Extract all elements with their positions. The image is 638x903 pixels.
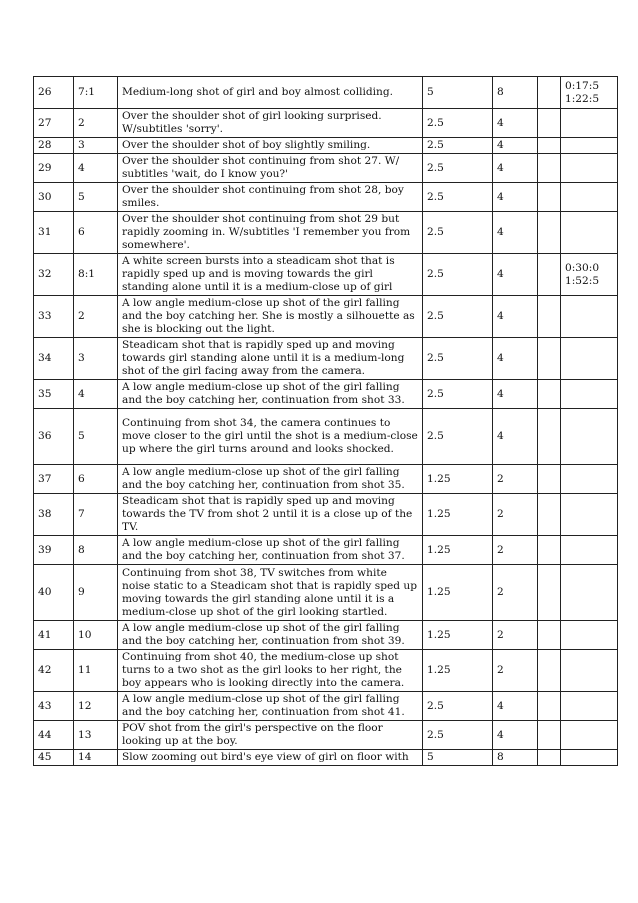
shot-number-cell: 42 [34,650,74,692]
scene-shot-cell: 2 [74,296,118,338]
frame-count-cell: 4 [493,138,538,154]
blank-cell [538,183,561,212]
shot-number-cell: 27 [34,109,74,138]
duration-seconds-cell: 2.5 [423,138,493,154]
table-row [34,650,618,692]
duration-seconds-cell: 1.25 [423,465,493,494]
shot-list-table [33,76,618,766]
table-row [34,154,618,183]
blank-cell [538,565,561,621]
shot-description-cell: Steadicam shot that is rapidly sped up and moving towards girl standing alone until it is a medium-long shot of the girl facing away from the camera. [118,338,423,380]
shot-description-cell: Continuing from shot 38, TV switches from white noise static to a Steadicam shot that is rapidly sped up moving towards the girl standing alone until it is a medium-close up shot of the girl looking startled. [118,565,423,621]
shot-number-cell: 28 [34,138,74,154]
shot-description-cell: A low angle medium-close up shot of the girl falling and the boy catching her, continuation from shot 37. [118,536,423,565]
duration-seconds-cell: 1.25 [423,621,493,650]
table-row [34,565,618,621]
scene-shot-cell: 7:1 [74,77,118,109]
duration-seconds-cell: 2.5 [423,183,493,212]
shot-number-cell: 33 [34,296,74,338]
running-time-cell [561,77,618,109]
scene-shot-cell: 8 [74,536,118,565]
table-row [34,338,618,380]
running-time-cell [561,338,618,380]
table-row [34,692,618,721]
scene-shot-cell: 13 [74,721,118,750]
shot-description-cell: A low angle medium-close up shot of the girl falling and the boy catching her, continuation from shot 33. [118,380,423,409]
blank-cell [538,536,561,565]
duration-seconds-cell: 2.5 [423,409,493,465]
blank-cell [538,380,561,409]
running-time-cell [561,650,618,692]
scene-shot-cell: 6 [74,212,118,254]
shot-description-cell: A low angle medium-close up shot of the girl falling and the boy catching her, continuation from shot 41. [118,692,423,721]
running-time-cell [561,296,618,338]
shot-description-cell: Over the shoulder shot of girl looking surprised. W/subtitles 'sorry'. [118,109,423,138]
frame-count-cell: 4 [493,692,538,721]
table-row [34,254,618,296]
duration-seconds-cell: 2.5 [423,212,493,254]
frame-count-cell: 4 [493,254,538,296]
shot-number-cell: 31 [34,212,74,254]
running-time-cell [561,565,618,621]
blank-cell [538,650,561,692]
table-row [34,183,618,212]
frame-count-cell: 2 [493,565,538,621]
blank-cell [538,138,561,154]
running-time-cell [561,380,618,409]
shot-description-cell: POV shot from the girl's perspective on the floor looking up at the boy. [118,721,423,750]
scene-shot-cell: 12 [74,692,118,721]
running-time-cell [561,692,618,721]
shot-number-cell: 38 [34,494,74,536]
running-time-cell [561,465,618,494]
duration-seconds-cell: 1.25 [423,565,493,621]
scene-shot-cell: 4 [74,380,118,409]
running-time-start: 0:17:5 [565,79,600,92]
shot-number-cell: 26 [34,77,74,109]
duration-seconds-cell: 5 [423,750,493,766]
frame-count-cell: 4 [493,154,538,183]
duration-seconds-cell: 2.5 [423,380,493,409]
running-time-start: 0:30:0 [565,261,600,274]
shot-description-cell: A white screen bursts into a steadicam shot that is rapidly sped up and is moving towards the girl standing alone until it is a medium-close up of girl [118,254,423,296]
frame-count-cell: 2 [493,650,538,692]
duration-seconds-cell: 5 [423,77,493,109]
blank-cell [538,750,561,766]
shot-number-cell: 35 [34,380,74,409]
running-time-cell [561,154,618,183]
scene-shot-cell: 5 [74,409,118,465]
frame-count-cell: 4 [493,338,538,380]
running-time-cell [561,138,618,154]
frame-count-cell: 4 [493,380,538,409]
running-time-cell [561,750,618,766]
scene-shot-cell: 3 [74,338,118,380]
running-time-cell [561,212,618,254]
table-row [34,409,618,465]
blank-cell [538,338,561,380]
duration-seconds-cell: 2.5 [423,692,493,721]
shot-number-cell: 36 [34,409,74,465]
shot-number-cell: 34 [34,338,74,380]
running-time-cell [561,621,618,650]
scene-shot-cell: 7 [74,494,118,536]
duration-seconds-cell: 1.25 [423,536,493,565]
blank-cell [538,692,561,721]
shot-description-cell: Steadicam shot that is rapidly sped up and moving towards the TV from shot 2 until it is a close up of the TV. [118,494,423,536]
shot-description-cell: Slow zooming out bird's eye view of girl on floor with [118,750,423,766]
frame-count-cell: 2 [493,494,538,536]
table-row [34,77,618,109]
duration-seconds-cell: 1.25 [423,650,493,692]
blank-cell [538,621,561,650]
frame-count-cell: 8 [493,750,538,766]
running-time-cell [561,109,618,138]
frame-count-cell: 2 [493,465,538,494]
shot-description-cell: Continuing from shot 40, the medium-close up shot turns to a two shot as the girl looks to her right, the boy appears who is looking directly into the camera. [118,650,423,692]
blank-cell [538,154,561,183]
running-time-cell [561,409,618,465]
duration-seconds-cell: 2.5 [423,338,493,380]
blank-cell [538,212,561,254]
duration-seconds-cell: 2.5 [423,721,493,750]
blank-cell [538,296,561,338]
running-time-cell [561,494,618,536]
frame-count-cell: 4 [493,721,538,750]
blank-cell [538,77,561,109]
shot-number-cell: 29 [34,154,74,183]
scene-shot-cell: 6 [74,465,118,494]
blank-cell [538,494,561,536]
shot-description-cell: A low angle medium-close up shot of the girl falling and the boy catching her. She is mostly a silhouette as she is blocking out the light. [118,296,423,338]
duration-seconds-cell: 1.25 [423,494,493,536]
shot-number-cell: 43 [34,692,74,721]
frame-count-cell: 2 [493,621,538,650]
table-row [34,750,618,766]
shot-description-cell: Over the shoulder shot continuing from shot 27. W/ subtitles 'wait, do I know you?' [118,154,423,183]
shot-description-cell: Over the shoulder shot of boy slightly smiling. [118,138,423,154]
shot-number-cell: 44 [34,721,74,750]
scene-shot-cell: 3 [74,138,118,154]
duration-seconds-cell: 2.5 [423,154,493,183]
frame-count-cell: 4 [493,296,538,338]
duration-seconds-cell: 2.5 [423,254,493,296]
shot-description-cell: Medium-long shot of girl and boy almost colliding. [118,77,423,109]
frame-count-cell: 4 [493,183,538,212]
shot-description-cell: Over the shoulder shot continuing from shot 29 but rapidly zooming in. W/subtitles 'I remember you from somewhere'. [118,212,423,254]
table-row [34,465,618,494]
scene-shot-cell: 4 [74,154,118,183]
shot-description-cell: A low angle medium-close up shot of the girl falling and the boy catching her, continuation from shot 39. [118,621,423,650]
shot-description-cell: A low angle medium-close up shot of the girl falling and the boy catching her, continuation from shot 35. [118,465,423,494]
blank-cell [538,254,561,296]
table-row [34,296,618,338]
frame-count-cell: 2 [493,536,538,565]
shot-number-cell: 37 [34,465,74,494]
shot-number-cell: 40 [34,565,74,621]
shot-number-cell: 32 [34,254,74,296]
table-row [34,721,618,750]
running-time-cell [561,536,618,565]
blank-cell [538,409,561,465]
frame-count-cell: 4 [493,409,538,465]
scene-shot-cell: 5 [74,183,118,212]
scene-shot-cell: 9 [74,565,118,621]
shot-number-cell: 39 [34,536,74,565]
table-row [34,380,618,409]
table-row [34,536,618,565]
table-row [34,212,618,254]
duration-seconds-cell: 2.5 [423,109,493,138]
blank-cell [538,721,561,750]
table-row [34,109,618,138]
blank-cell [538,465,561,494]
running-time-cell [561,183,618,212]
shot-description-cell: Over the shoulder shot continuing from shot 28, boy smiles. [118,183,423,212]
scene-shot-cell: 11 [74,650,118,692]
running-time-cell [561,721,618,750]
table-row [34,138,618,154]
table-row [34,494,618,536]
running-time-total: 1:22:5 [565,92,600,105]
scene-shot-cell: 10 [74,621,118,650]
running-time-total: 1:52:5 [565,274,600,287]
shot-description-cell: Continuing from shot 34, the camera continues to move closer to the girl until the shot is a medium-close up where the girl turns around and looks shocked. [118,409,423,465]
shot-number-cell: 41 [34,621,74,650]
frame-count-cell: 4 [493,109,538,138]
scene-shot-cell: 8:1 [74,254,118,296]
running-time-cell [561,254,618,296]
scene-shot-cell: 2 [74,109,118,138]
shot-number-cell: 30 [34,183,74,212]
duration-seconds-cell: 2.5 [423,296,493,338]
scene-shot-cell: 14 [74,750,118,766]
shot-number-cell: 45 [34,750,74,766]
blank-cell [538,109,561,138]
frame-count-cell: 8 [493,77,538,109]
frame-count-cell: 4 [493,212,538,254]
table-row [34,621,618,650]
